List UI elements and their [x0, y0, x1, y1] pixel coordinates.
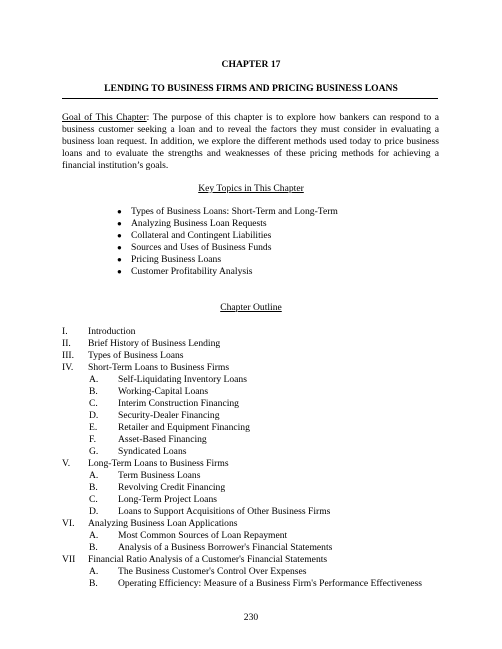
outline-item	[62, 398, 492, 410]
outline-item-text: Term Business Loans	[118, 470, 201, 481]
bullet-icon: ●	[117, 267, 122, 276]
goal-label: Goal of This Chapter	[62, 112, 147, 123]
outline-item-number: VI.	[62, 518, 75, 529]
outline-item-text: Types of Business Loans	[88, 350, 184, 361]
bullet-icon: ●	[117, 255, 122, 264]
outline-item	[62, 518, 492, 530]
bullet-icon: ●	[117, 231, 122, 240]
outline-item-number: A.	[89, 374, 99, 385]
bullet-icon: ●	[117, 207, 122, 216]
topic-item	[108, 230, 338, 242]
outline-item	[62, 434, 492, 446]
chapter-title: LENDING TO BUSINESS FIRMS AND PRICING BUSINESS LOANS	[104, 83, 398, 94]
outline-item	[62, 386, 492, 398]
topic-item	[108, 218, 338, 230]
topic-item	[108, 266, 338, 278]
outline-item-number: A.	[89, 530, 99, 541]
outline-item	[62, 362, 492, 374]
topic-item	[108, 254, 338, 266]
key-topics-list	[108, 206, 338, 278]
outline-item	[62, 482, 492, 494]
topic-text: Pricing Business Loans	[131, 254, 222, 265]
outline-item-text: Security-Dealer Financing	[118, 410, 220, 421]
outline-item	[62, 554, 492, 566]
outline-item	[62, 530, 492, 542]
outline-item-number: III.	[62, 350, 74, 361]
outline-item-number: D.	[89, 410, 99, 421]
bullet-icon: ●	[117, 243, 122, 252]
outline-item-text: Long-Term Project Loans	[118, 494, 217, 505]
outline-item-text: Loans to Support Acquisitions of Other Business Firms	[118, 506, 331, 517]
outline-item-text: Syndicated Loans	[118, 446, 187, 457]
outline-item	[62, 350, 492, 362]
outline-item-text: Short-Term Loans to Business Firms	[88, 362, 230, 373]
outline-item	[62, 374, 492, 386]
key-topics-heading: Key Topics in This Chapter	[198, 183, 304, 194]
outline-item-text: Retailer and Equipment Financing	[118, 422, 250, 433]
outline-item-text: Revolving Credit Financing	[118, 482, 226, 493]
outline-item-text: Financial Ratio Analysis of a Customer's Financial Statements	[88, 554, 328, 565]
topic-text: Analyzing Business Loan Requests	[131, 218, 267, 229]
topic-item	[108, 206, 338, 218]
topic-text: Collateral and Contingent Liabilities	[131, 230, 272, 241]
outline-item-number: G.	[89, 446, 99, 457]
outline-item-text: The Business Customer's Control Over Expenses	[118, 566, 307, 577]
outline-item	[62, 446, 492, 458]
outline-item-number: E.	[89, 422, 98, 433]
outline-item-number: B.	[89, 578, 98, 589]
page-number: 230	[243, 612, 259, 623]
outline-item-text: Self-Liquidating Inventory Loans	[118, 374, 247, 385]
outline-item	[62, 470, 492, 482]
outline-item-text: Asset-Based Financing	[118, 434, 207, 445]
outline-item-text: Analyzing Business Loan Applications	[88, 518, 238, 529]
outline-item	[62, 578, 492, 590]
outline-item	[62, 506, 492, 518]
chapter-number: CHAPTER 17	[221, 59, 281, 70]
chapter-outline-heading: Chapter Outline	[220, 302, 282, 313]
outline-item	[62, 566, 492, 578]
topic-text: Sources and Uses of Business Funds	[131, 242, 272, 253]
outline-item	[62, 542, 492, 554]
outline-item-number: A.	[89, 470, 99, 481]
outline-item	[62, 494, 492, 506]
outline-item-number: V.	[62, 458, 71, 469]
topic-text: Types of Business Loans: Short-Term and Long-Term	[131, 206, 338, 217]
outline-item-number: F.	[89, 434, 96, 445]
outline-item	[62, 458, 492, 470]
bullet-icon: ●	[117, 219, 122, 228]
outline-item-number: A.	[89, 566, 99, 577]
outline-item-text: Introduction	[88, 326, 136, 337]
outline-item-text: Operating Efficiency: Measure of a Business Firm's Performance Effectiveness	[118, 578, 423, 589]
topic-text: Customer Profitability Analysis	[131, 266, 253, 277]
outline-item-number: B.	[89, 542, 98, 553]
outline-item-text: Long-Term Loans to Business Firms	[88, 458, 229, 469]
outline-item	[62, 422, 492, 434]
outline-item-number: B.	[89, 386, 98, 397]
outline-item	[62, 410, 492, 422]
outline-item-number: VII	[62, 554, 76, 565]
outline-item-text: Analysis of a Business Borrower's Financial Statements	[118, 542, 333, 553]
outline-item-number: D.	[89, 506, 99, 517]
outline-item-number: C.	[89, 398, 98, 409]
outline-item-number: B.	[89, 482, 98, 493]
chapter-outline	[62, 326, 492, 590]
outline-item-number: IV.	[62, 362, 74, 373]
title-divider	[62, 98, 438, 99]
outline-item-number: C.	[89, 494, 98, 505]
goal-text: : The purpose of this chapter is to explore how bankers can respond to a business customer seeking a loan and to reveal the factors they must consider in evaluating a business loan request. In addition, we explore the different methods used today to price business loans and to evaluate the strengths and weaknesses of these pricing methods for achieving a financial institution’s goals.	[62, 112, 439, 171]
outline-item-text: Interim Construction Financing	[118, 398, 239, 409]
outline-item-number: II.	[62, 338, 71, 349]
outline-item-text: Working-Capital Loans	[118, 386, 209, 397]
outline-item-text: Most Common Sources of Loan Repayment	[118, 530, 288, 541]
outline-item-text: Brief History of Business Lending	[88, 338, 221, 349]
topic-item	[108, 242, 338, 254]
outline-item-number: I.	[62, 326, 68, 337]
outline-item	[62, 338, 492, 350]
outline-item	[62, 326, 492, 338]
chapter-goal	[62, 112, 439, 172]
